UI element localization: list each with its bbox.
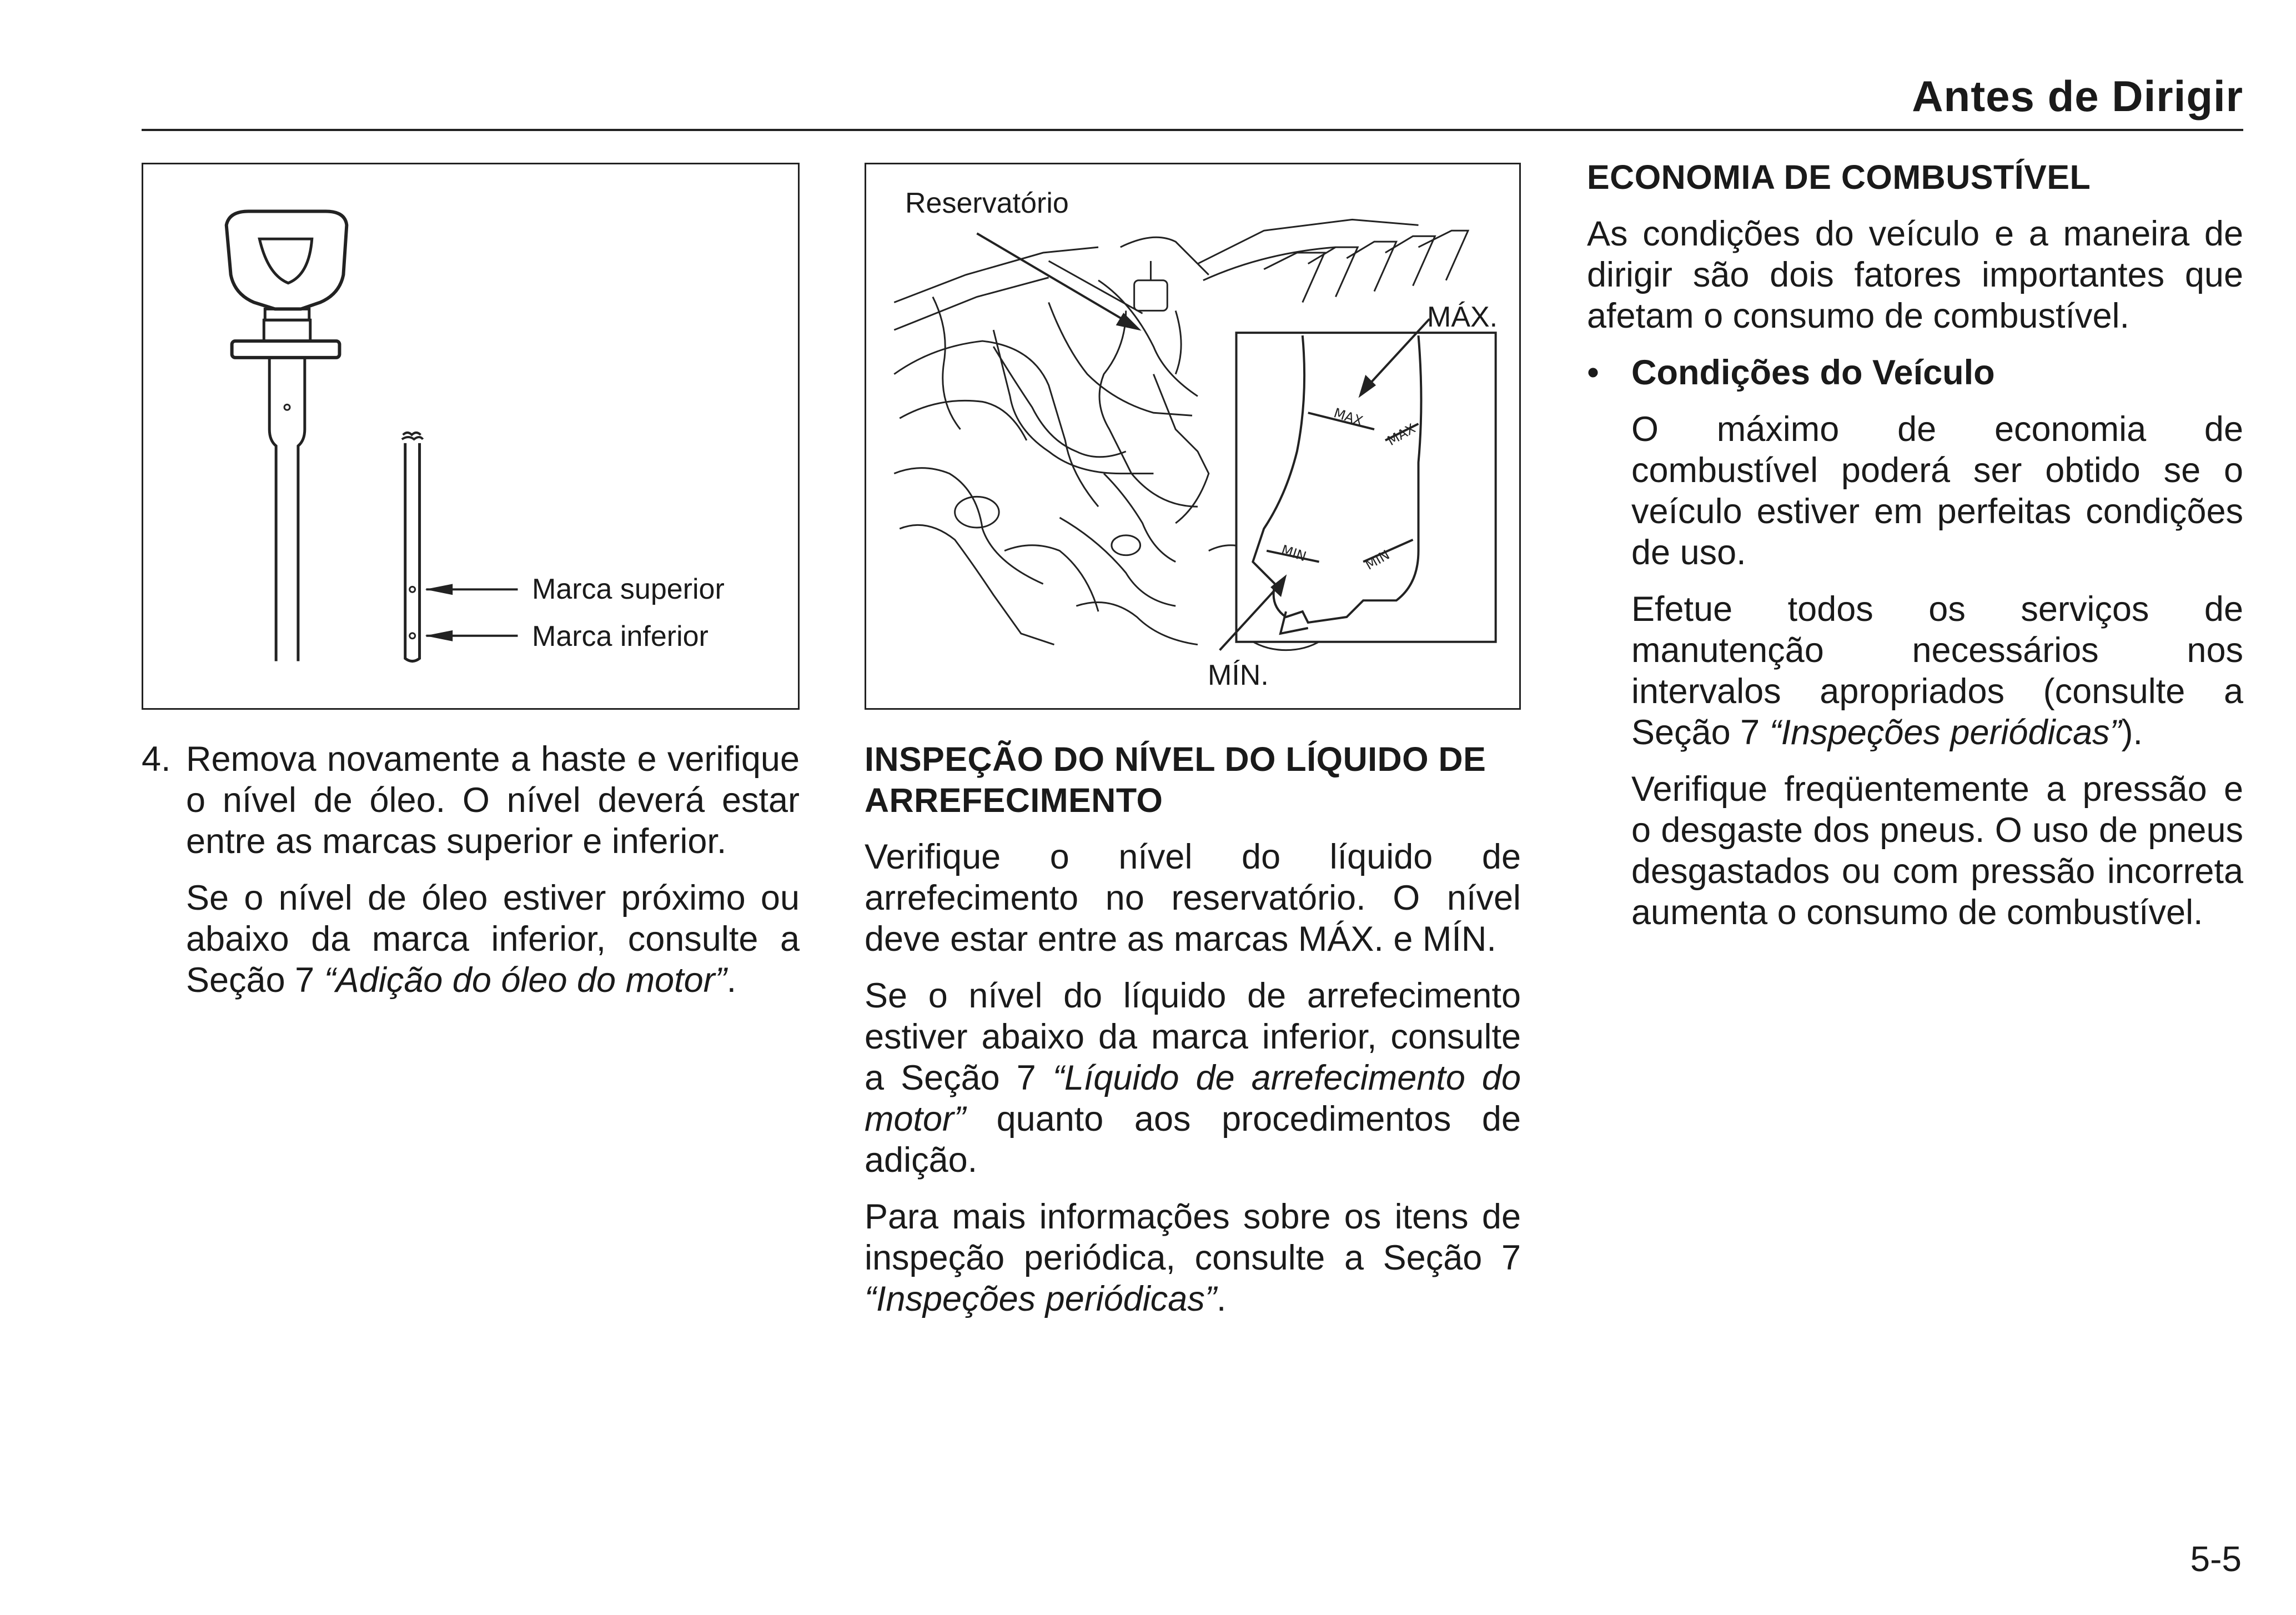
upper-mark-label: Marca superior (532, 573, 725, 605)
coolant-paragraph-3: Para mais informações sobre os itens de inspeção periódica, consulte a Seção 7 “Inspeções periódicas”. (865, 1197, 1521, 1318)
tank-min-label: MIN (1279, 541, 1309, 565)
left-column (142, 739, 800, 1016)
coolant-reservoir-figure (865, 163, 1521, 710)
min-label: MÍN. (1208, 659, 1269, 691)
step-number: 4. (142, 740, 171, 779)
section-reference: “Líquido de arrefecimento do motor” (865, 1059, 1521, 1138)
vehicle-condition-paragraph-1: O máximo de economia de combustível poderá ser obtido se o veículo estiver em perfeitas condições de uso. (1631, 410, 2243, 572)
middle-column (865, 739, 1521, 1335)
step-item (142, 739, 800, 877)
coolant-paragraph-2: Se o nível do líquido de arrefecimento estiver abaixo da marca inferior, consulte a Seção 7 “Líquido de arrefecimento do motor” quanto aos procedimentos de adição. (865, 976, 1521, 1180)
fuel-economy-intro: As condições do veículo e a maneira de dirigir são dois fatores importantes que afetam o consumo de combustível. (1587, 214, 2243, 335)
right-column (1587, 157, 2243, 949)
step-text: Remova novamente a haste e verifique o nível de óleo. O nível deverá estar entre as marcas superior e inferior. (186, 740, 800, 861)
bullet-symbol: • (1587, 353, 1600, 392)
lower-mark-label: Marca inferior (532, 620, 709, 653)
tank-max-label: MAX (1332, 405, 1365, 429)
coolant-heading: INSPEÇÃO DO NÍVEL DO LÍQUIDO DE ARREFECIMENTO (865, 740, 1486, 819)
section-reference: “Inspeções periódicas” (865, 1280, 1217, 1318)
vehicle-condition-paragraph-2: Efetue todos os serviços de manutenção necessários nos intervalos apropriados (consulte a Seção 7 “Inspeções periódicas”). (1631, 590, 2243, 752)
bullet-label: Condições do Veículo (1631, 353, 1995, 392)
vehicle-condition-paragraph-3: Verifique freqüentemente a pressão e o desgaste dos pneus. O uso de pneus desgastados ou com pressão incorreta aumenta o consumo de combustível. (1631, 770, 2243, 932)
fuel-economy-heading: ECONOMIA DE COMBUSTÍVEL (1587, 158, 2091, 196)
page-number: 5-5 (2190, 1539, 2242, 1579)
section-reference: “Inspeções periódicas” (1769, 713, 2122, 752)
bullet-item (1587, 352, 2243, 393)
oil-level-paragraph: Se o nível de óleo estiver próximo ou abaixo da marca inferior, consulte a Seção 7 “Adição do óleo do motor”. (186, 879, 800, 1000)
tank-min-side-label: MIN (1363, 546, 1393, 573)
engine-bay-illustration (866, 164, 1519, 708)
coolant-paragraph-1: Verifique o nível do líquido de arrefecimento no reservatório. O nível deve estar entre as marcas MÁX. e MÍN. (865, 837, 1521, 959)
reservoir-label: Reservatório (905, 187, 1069, 219)
page-title: Antes de Dirigir (1912, 72, 2243, 121)
max-label: MÁX. (1427, 301, 1498, 333)
section-reference: “Adição do óleo do motor” (324, 961, 727, 1000)
header-rule (142, 129, 2243, 131)
dipstick-figure (142, 163, 800, 710)
tank-max-side-label: MAX (1384, 420, 1418, 449)
